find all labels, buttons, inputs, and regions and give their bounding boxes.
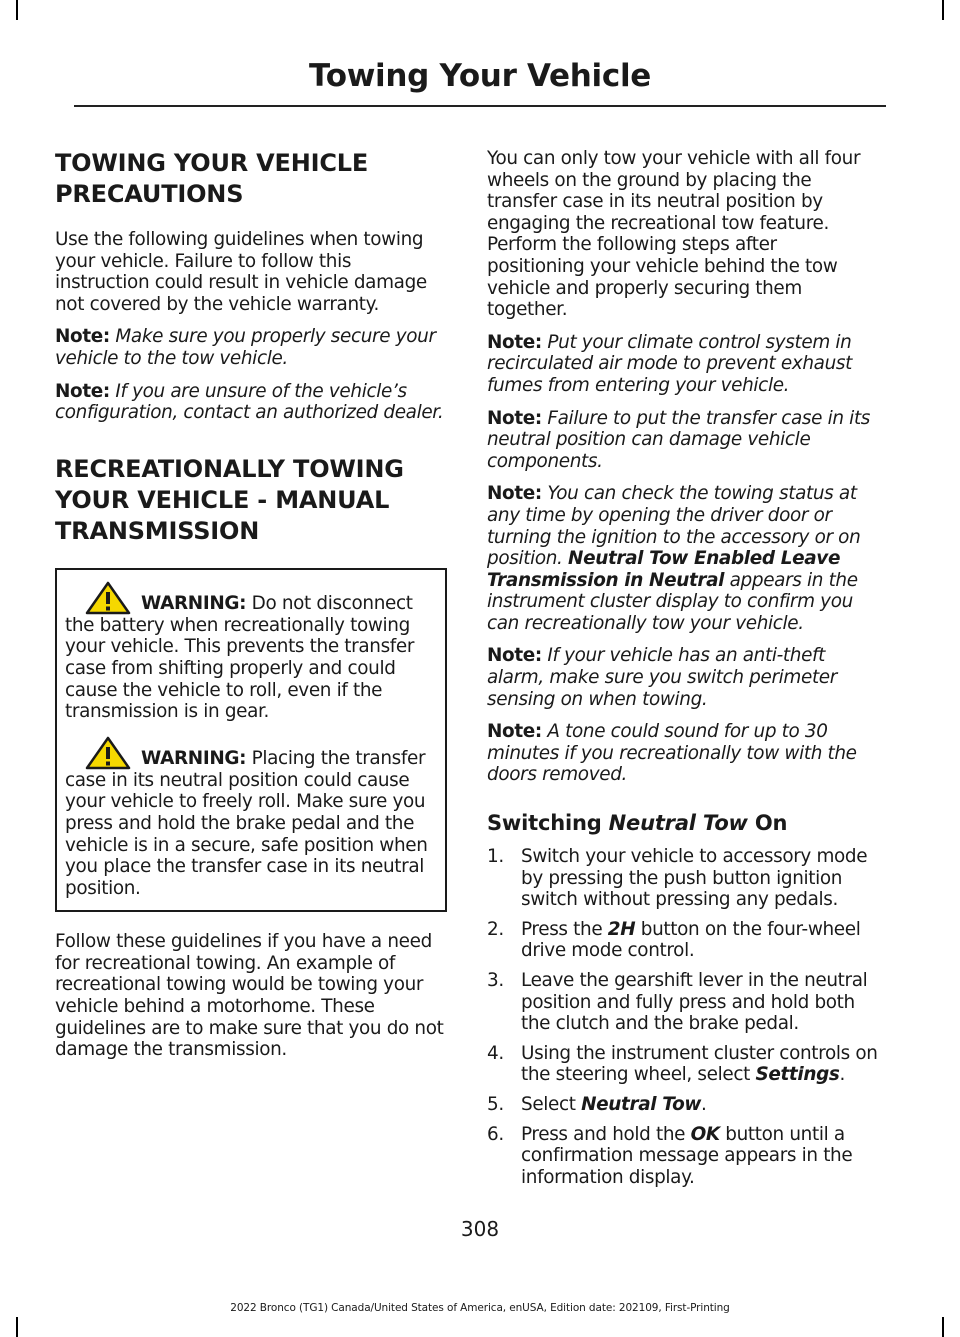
- header-divider: [74, 105, 886, 107]
- right-column: [487, 148, 879, 1188]
- page-header-title: Towing Your Vehicle: [308, 58, 652, 94]
- section-heading-precautions: TOWING YOUR VEHICLE PRECAUTIONS: [55, 149, 369, 208]
- note-towing-status: Note: You can check the towing status at any time by opening the driver door or turning the ignition to the accessory or on position. Neutral Tow Enabled Leave Transmission in Neutral appears in the instrument cluster display to confirm you can recreationally tow your vehicle.: [487, 483, 861, 634]
- subheading-neutral-tow-on: Switching Neutral Tow On: [487, 811, 788, 836]
- crop-mark-top-left: [16, 0, 18, 20]
- page-number: 308: [460, 1217, 500, 1241]
- four-wheels-intro: You can only tow your vehicle with all four wheels on the ground by placing the transfer case in its neutral position by engaging the recreational tow feature. Perform the following steps after positioning your vehicle behind the tow vehicle and properly securing them together.: [487, 148, 861, 321]
- warning-box: [55, 568, 447, 913]
- recreational-towing-guidelines: Follow these guidelines if you have a need for recreational towing. An example of recreational towing would be towing your vehicle behind a motorhome. These guidelines are to make sure that you do not damage the transmission.: [55, 931, 444, 1061]
- warning-neutral-roll: WARNING: Placing the transfer case in its neutral position could cause your vehicle to freely roll. Make sure you press and hold the brake pedal and the vehicle is in a secure, safe position when you place the transfer case in its neutral position.: [65, 736, 437, 900]
- note-transfer-case: Note: Failure to put the transfer case in its neutral position can damage vehicle components.: [487, 407, 871, 472]
- note-anti-theft: Note: If your vehicle has an anti-theft alarm, make sure you switch perimeter sensing on when towing.: [487, 645, 837, 710]
- left-column: [55, 148, 447, 1061]
- note-configuration: Note: If you are unsure of the vehicle’s configuration, contact an authorized dealer.: [55, 380, 444, 424]
- section-heading-recreational-towing: RECREATIONALLY TOWING YOUR VEHICLE - MANUAL TRANSMISSION: [55, 454, 404, 545]
- list-item: 1. Switch your vehicle to accessory mode by pressing the push button ignition switch without pressing any pedals.: [487, 846, 868, 911]
- precautions-intro: Use the following guidelines when towing your vehicle. Failure to follow this instruction could result in vehicle damage not covered by the vehicle warranty.: [55, 229, 427, 315]
- list-item: 3. Leave the gearshift lever in the neutral position and fully press and hold both the clutch and the brake pedal.: [487, 970, 868, 1035]
- edition-footer: 2022 Bronco (TG1) Canada/United States of America, enUSA, Edition date: 202109, First-Printing: [230, 1302, 730, 1314]
- note-secure-vehicle: Note: Make sure you properly secure your vehicle to the tow vehicle.: [55, 326, 436, 369]
- warning-triangle-icon: [85, 736, 131, 770]
- crop-mark-bottom-right: [942, 1317, 944, 1337]
- note-tone: Note: A tone could sound for up to 30 minutes if you recreationally tow with the doors removed.: [487, 721, 857, 786]
- warning-triangle-icon: [85, 581, 131, 615]
- crop-mark-top-right: [942, 0, 944, 20]
- warning-battery: WARNING: Do not disconnect the battery when recreationally towing your vehicle. This prevents the transfer case from shifting properly and could cause the vehicle to roll, even if the transmission is in gear.: [65, 581, 437, 723]
- list-item: 2. Press the 2H button on the four-wheel drive mode control.: [487, 918, 861, 962]
- neutral-tow-steps: [487, 846, 879, 1188]
- crop-mark-bottom-left: [16, 1317, 18, 1337]
- list-item: 4. Using the instrument cluster controls on the steering wheel, select Settings.: [487, 1042, 878, 1086]
- note-climate-control: Note: Put your climate control system in recirculated air mode to prevent exhaust fumes from entering your vehicle.: [487, 331, 852, 396]
- list-item: 5. Select Neutral Tow.: [487, 1093, 707, 1115]
- list-item: 6. Press and hold the OK button until a confirmation message appears in the information display.: [487, 1123, 853, 1188]
